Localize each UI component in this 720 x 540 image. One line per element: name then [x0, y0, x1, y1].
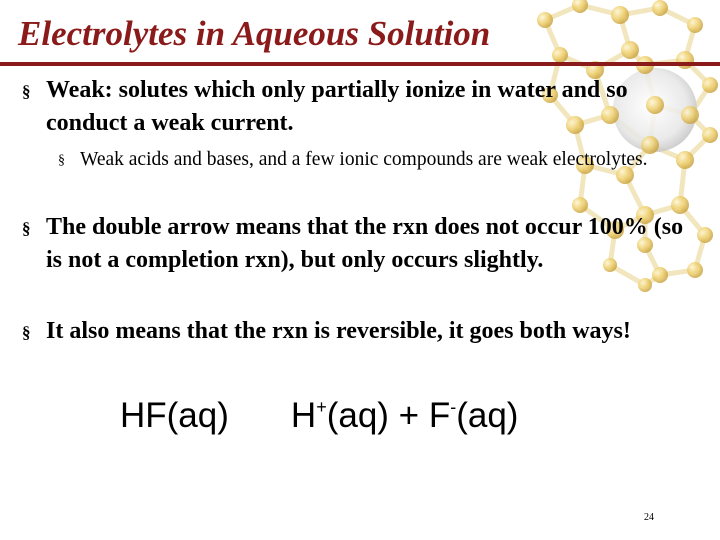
bullet-text: Weak acids and bases, and a few ionic compounds are weak electrolytes. [80, 149, 648, 170]
bullet-reversible [22, 315, 702, 348]
bullet-marker-icon: § [22, 82, 31, 101]
sub-bullet-weak-acids [58, 147, 698, 173]
equation-reactant: HF(aq) [120, 396, 229, 435]
bullet-double-arrow [22, 211, 702, 277]
bullet-text: Weak: solutes which only partially ionize in water and so conduct a weak current. [46, 77, 628, 136]
chemical-equation [120, 396, 518, 436]
bullet-weak-electrolytes [22, 74, 702, 140]
equation-product-h-state: (aq) + F [326, 396, 451, 435]
bullet-text: It also means that the rxn is reversible, it goes both ways! [46, 318, 631, 344]
bullet-marker-icon: § [22, 323, 31, 342]
bullet-marker-icon: § [22, 219, 31, 238]
bullet-text: The double arrow means that the rxn does not occur 100% (so is not a completion rxn), but only occurs slightly. [46, 214, 684, 273]
slide-title: Electrolytes in Aqueous Solution [18, 14, 491, 53]
equation-f-charge: - [450, 397, 457, 417]
equation-product-f-state: (aq) [456, 396, 519, 435]
page-number: 24 [644, 512, 654, 523]
bullet-marker-icon: § [58, 153, 65, 168]
equation-h-charge: + [316, 397, 327, 417]
equation-product-h: H [290, 396, 317, 435]
title-underline [0, 62, 720, 66]
